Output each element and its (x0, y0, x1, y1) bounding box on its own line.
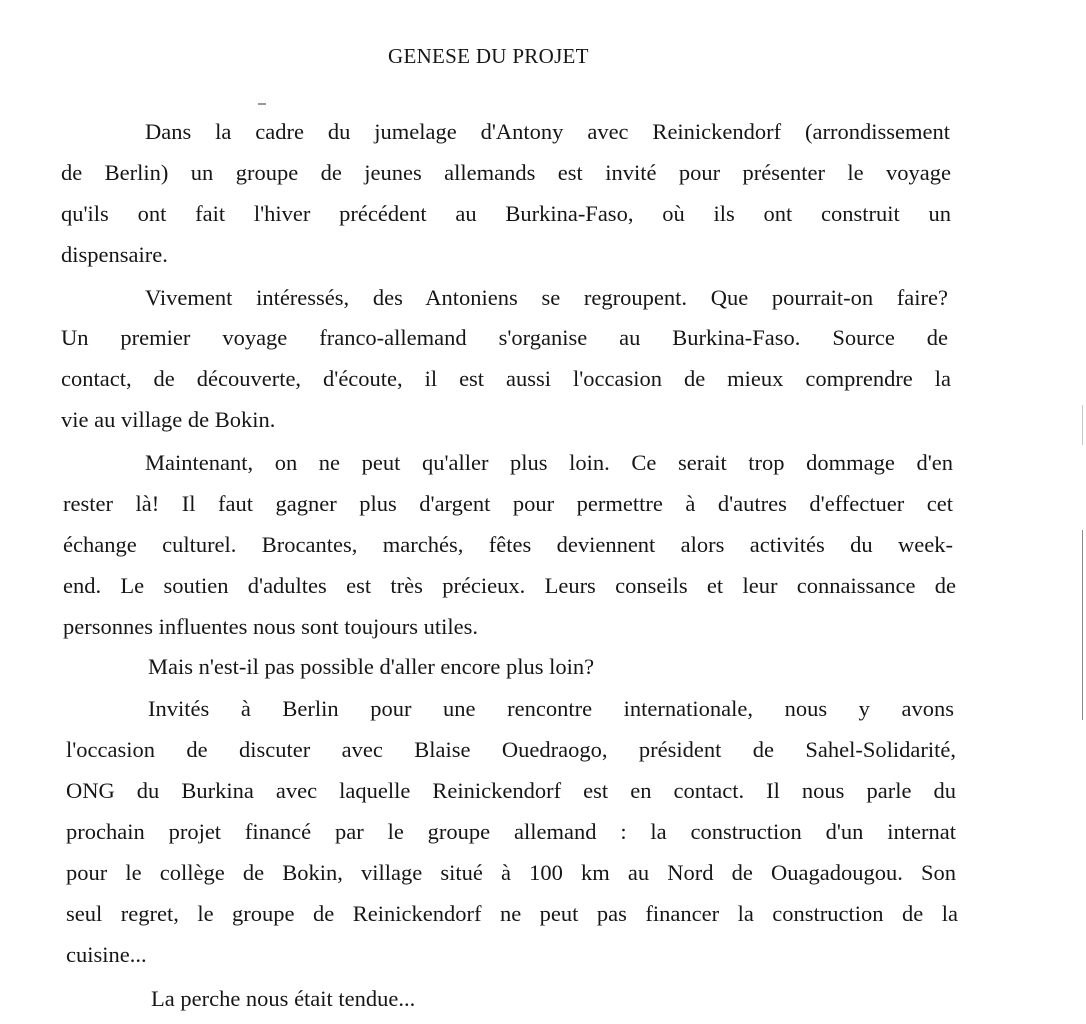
scan-speck (258, 103, 266, 105)
text-line: l'occasion de discuter avec Blaise Ouedraogo, président de Sahel-Solidarité, (66, 737, 956, 762)
text-line: vie au village de Bokin. (61, 407, 276, 432)
text-line: Vivement intéressés, des Antoniens se regroupent. Que pourrait-on faire? (145, 285, 948, 310)
text-line: contact, de découverte, d'écoute, il est aussi l'occasion de mieux comprendre la (61, 366, 951, 391)
text-line: rester là! Il faut gagner plus d'argent pour permettre à d'autres d'effectuer cet (63, 491, 953, 516)
text-line: Dans la cadre du jumelage d'Antony avec Reinickendorf (arrondissement (145, 119, 950, 144)
text-line: end. Le soutien d'adultes est très précieux. Leurs conseils et leur connaissance de (63, 573, 956, 598)
text-line: cuisine... (66, 942, 147, 967)
text-line: pour le collège de Bokin, village situé à 100 km au Nord de Ouagadougou. Son (66, 860, 956, 885)
text-line: Maintenant, on ne peut qu'aller plus loin. Ce serait trop dommage d'en (145, 450, 953, 475)
text-line: ONG du Burkina avec laquelle Reinickendorf est en contact. Il nous parle du (66, 778, 956, 803)
text-line: personnes influentes nous sont toujours utiles. (63, 614, 478, 639)
text-line: Mais n'est-il pas possible d'aller encore plus loin? (148, 654, 595, 679)
text-line: La perche nous était tendue... (151, 986, 416, 1011)
page-title: GENESE DU PROJET (388, 44, 589, 68)
text-line: de Berlin) un groupe de jeunes allemands est invité pour présenter le voyage (61, 160, 951, 185)
text-line: Un premier voyage franco-allemand s'organise au Burkina-Faso. Source de (61, 325, 948, 350)
text-line: échange culturel. Brocantes, marchés, fêtes deviennent alors activités du week- (63, 532, 953, 557)
text-line: Invités à Berlin pour une rencontre internationale, nous y avons (148, 696, 954, 721)
scan-edge-line (1082, 405, 1083, 445)
text-line: dispensaire. (61, 242, 168, 267)
text-line: qu'ils ont fait l'hiver précédent au Burkina-Faso, où ils ont construit un (61, 201, 951, 226)
scan-edge-line (1082, 530, 1083, 720)
text-line: seul regret, le groupe de Reinickendorf ne peut pas financer la construction de la (66, 901, 958, 926)
text-line: prochain projet financé par le groupe allemand : la construction d'un internat (66, 819, 956, 844)
